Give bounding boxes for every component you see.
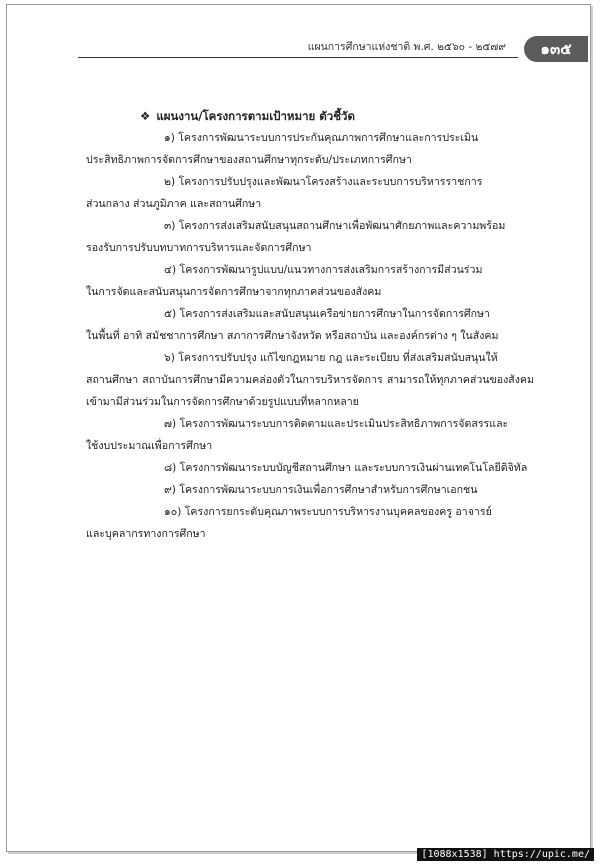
watermark-url[interactable]: [1088x1538] https://upic.me/ — [417, 848, 594, 861]
section-heading-text: แผนงาน/โครงการตามเป้าหมาย ตัวชี้วัด — [156, 109, 355, 123]
list-item: ๖) โครงการปรับปรุง แก้ไขกฎหมาย กฎ และระเบียบ ที่ส่งเสริมสนับสนุนให้ สถานศึกษา สถาบันการศึกษามีความคล่องตัวในการบริหารจัดการ สามารถให้ทุกภาคส่วนของสังคมเข้ามามีส่วนร่วมในการจัดการศึกษาด้วยรูปแบบที่หลากหลาย — [86, 352, 534, 408]
document-body — [86, 105, 534, 545]
header-rule — [78, 57, 518, 58]
header-title: แผนการศึกษาแห่งชาติ พ.ศ. ๒๕๖๐ - ๒๕๗๙ — [307, 41, 506, 53]
project-list — [86, 127, 534, 545]
list-item: ๘) โครงการพัฒนาระบบบัญชีสถานศึกษา และระบบการเงินผ่านเทคโนโลยีดิจิทัล — [164, 462, 528, 474]
page-number: ๑๓๕ — [524, 36, 588, 62]
list-item: ๕) โครงการส่งเสริมและสนับสนุนเครือข่ายการศึกษาในการจัดการศึกษา ในพื้นที่ อาทิ สมัชชาการศึกษา สภาการศึกษาจังหวัด หรือสถาบัน และองค์กรต่าง ๆ ในสังคม — [86, 308, 499, 342]
list-item: ๔) โครงการพัฒนารูปแบบ/แนวทางการส่งเสริมการสร้างการมีส่วนร่วม ในการจัดและสนับสนุนการจัดการศึกษาจากทุกภาคส่วนของสังคม — [86, 264, 483, 298]
diamond-bullet-icon: ❖ — [140, 109, 151, 123]
page-header — [78, 34, 588, 64]
list-item: ๙) โครงการพัฒนาระบบการเงินเพื่อการศึกษาสำหรับการศึกษาเอกชน — [164, 484, 478, 496]
list-item: ๒) โครงการปรับปรุงและพัฒนาโครงสร้างและระบบการบริหารราชการ ส่วนกลาง ส่วนภูมิภาค และสถานศึกษา — [86, 176, 483, 210]
list-item: ๓) โครงการส่งเสริมสนับสนุนสถานศึกษาเพื่อพัฒนาศักยภาพและความพร้อม รองรับการปรับบทบาทการบริหารและจัดการศึกษา — [86, 220, 506, 254]
list-item: ๑) โครงการพัฒนาระบบการประกันคุณภาพการศึกษาและการประเมิน ประสิทธิภาพการจัดการศึกษาของสถานศึกษาทุกระดับ/ประเภทการศึกษา — [86, 132, 479, 166]
list-item: ๑๐) โครงการยกระดับคุณภาพระบบการบริหารงานบุคคลของครู อาจารย์ และบุคลากรทางการศึกษา — [86, 506, 492, 540]
list-item: ๗) โครงการพัฒนาระบบการติดตามและประเมินประสิทธิภาพการจัดสรรและ ใช้งบประมาณเพื่อการศึกษา — [86, 418, 509, 452]
